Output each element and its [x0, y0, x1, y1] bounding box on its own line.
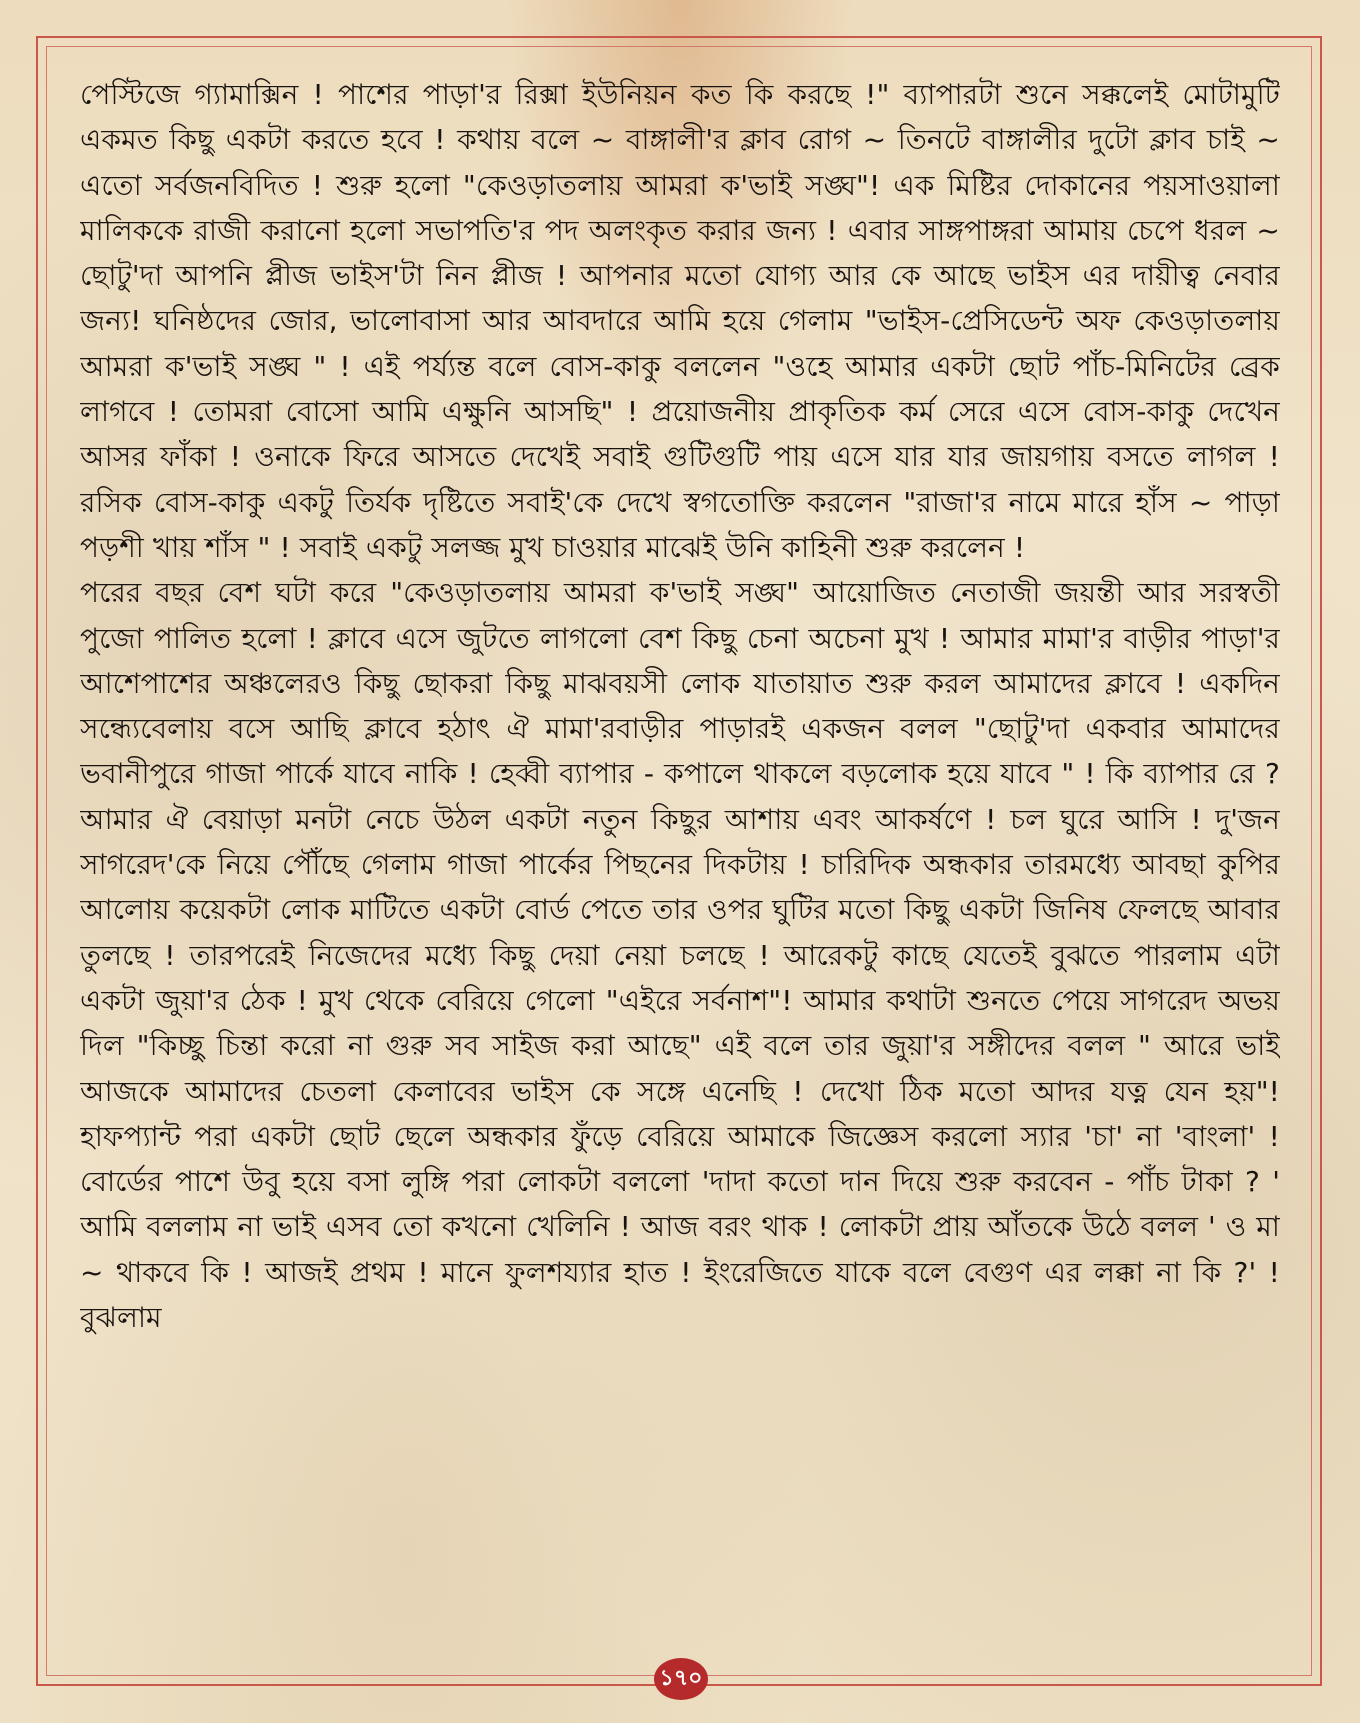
- paragraph-1: পেস্টিজে গ্যামাক্সিন ! পাশের পাড়া'র রিক্সা ইউনিয়ন কত কি করছে !" ব্যাপারটা শুনে সক্কলেই মোটামুটি একমত কিছু একটা করতে হবে ! কথায় বলে ~ বাঙ্গালী'র ক্লাব রোগ ~ তিনটে বাঙ্গালীর দুটো ক্লাব চাই ~ এতো সর্বজনবিদিত ! শুরু হলো "কেওড়াতলায় আমরা ক'ভাই সঙ্ঘ"! এক মিষ্টির দোকানের পয়সাওয়ালা মালিককে রাজী করানো হলো সভাপতি'র পদ অলংকৃত করার জন্য ! এবার সাঙ্গপাঙ্গরা আমায় চেপে ধরল ~ ছোটু'দা আপনি প্লীজ ভাইস'টা নিন প্লীজ ! আপনার মতো যোগ্য আর কে আছে ভাইস এর দায়ীত্ব নেবার জন্য! ঘনিষ্ঠদের জোর, ভালোবাসা আর আবদারে আমি হয়ে গেলাম "ভাইস-প্রেসিডেন্ট অফ কেওড়াতলায় আমরা ক'ভাই সঙ্ঘ " ! এই পর্য্যন্ত বলে বোস-কাকু বললেন "ওহে আমার একটা ছোট পাঁচ-মিনিটের ব্রেক লাগবে ! তোমরা বোসো আমি এক্ষুনি আসছি" ! প্রয়োজনীয় প্রাকৃতিক কর্ম সেরে এসে বোস-কাকু দেখেন আসর ফাঁকা ! ওনাকে ফিরে আসতে দেখেই সবাই গুটিগুটি পায় এসে যার যার জায়গায় বসতে লাগল ! রসিক বোস-কাকু একটু তির্যক দৃষ্টিতে সবাই'কে দেখে স্বগতোক্তি করলেন "রাজা'র নামে মারে হাঁস ~ পাড়া পড়শী খায় শাঁস " ! সবাই একটু সলজ্জ মুখ চাওয়ার মাঝেই উনি কাহিনী শুরু করলেন !: [80, 78, 1280, 564]
- paragraph-2: পরের বছর বেশ ঘটা করে "কেওড়াতলায় আমরা ক'ভাই সঙ্ঘ" আয়োজিত নেতাজী জয়ন্তী আর সরস্বতী পুজো পালিত হলো ! ক্লাবে এসে জুটতে লাগলো বেশ কিছু চেনা অচেনা মুখ ! আমার মামা'র বাড়ীর পাড়া'র আশেপাশের অঞ্চলেরও কিছু ছোকরা কিছু মাঝবয়সী লোক যাতায়াত শুরু করল আমাদের ক্লাবে ! একদিন সন্ধ্যেবেলায় বসে আছি ক্লাবে হঠাৎ ঐ মামা'রবাড়ীর পাড়ারই একজন বলল "ছোটু'দা একবার আমাদের ভবানীপুরে গাজা পার্কে যাবে নাকি ! হেব্বী ব্যাপার - কপালে থাকলে বড়লোক হয়ে যাবে " ! কি ব্যাপার রে ? আমার ঐ বেয়াড়া মনটা নেচে উঠল একটা নতুন কিছুর আশায় এবং আকর্ষণে ! চল ঘুরে আসি ! দু'জন সাগরেদ'কে নিয়ে পৌঁছে গেলাম গাজা পার্কের পিছনের দিকটায় ! চারিদিক অন্ধকার তারমধ্যে আবছা কুপির আলোয় কয়েকটা লোক মাটিতে একটা বোর্ড পেতে তার ওপর ঘুটির মতো কিছু একটা জিনিষ ফেলছে আবার তুলছে ! তারপরেই নিজেদের মধ্যে কিছু দেয়া নেয়া চলছে ! আরেকটু কাছে যেতেই বুঝতে পারলাম এটা একটা জুয়া'র ঠেক ! মুখ থেকে বেরিয়ে গেলো "এইরে সর্বনাশ"! আমার কথাটা শুনতে পেয়ে সাগরেদ অভয় দিল "কিচ্ছু চিন্তা করো না গুরু সব সাইজ করা আছে" এই বলে তার জুয়া'র সঙ্গীদের বলল " আরে ভাই আজকে আমাদের চেতলা কেলাবের ভাইস কে সঙ্গে এনেছি ! দেখো ঠিক মতো আদর যত্ন যেন হয়"! হাফপ্যান্ট পরা একটা ছোট ছেলে অন্ধকার ফুঁড়ে বেরিয়ে আমাকে জিজ্ঞেস করলো স্যার 'চা' না 'বাংলা' ! বোর্ডের পাশে উবু হয়ে বসা লুঙ্গি পরা লোকটা বললো 'দাদা কতো দান দিয়ে শুরু করবেন - পাঁচ টাকা ? ' আমি বললাম না ভাই এসব তো কখনো খেলিনি ! আজ বরং থাক ! লোকটা প্রায় আঁতকে উঠে বলল ' ও মা ~ থাকবে কি ! আজই প্রথম ! মানে ফুলশয্যার হাত ! ইংরেজিতে যাকে বলে বেগুণ এর লক্কা না কি ?' ! বুঝলাম: [80, 576, 1280, 1335]
- page-number-badge: ১৭০: [654, 1658, 708, 1700]
- body-text: [80, 72, 1280, 1612]
